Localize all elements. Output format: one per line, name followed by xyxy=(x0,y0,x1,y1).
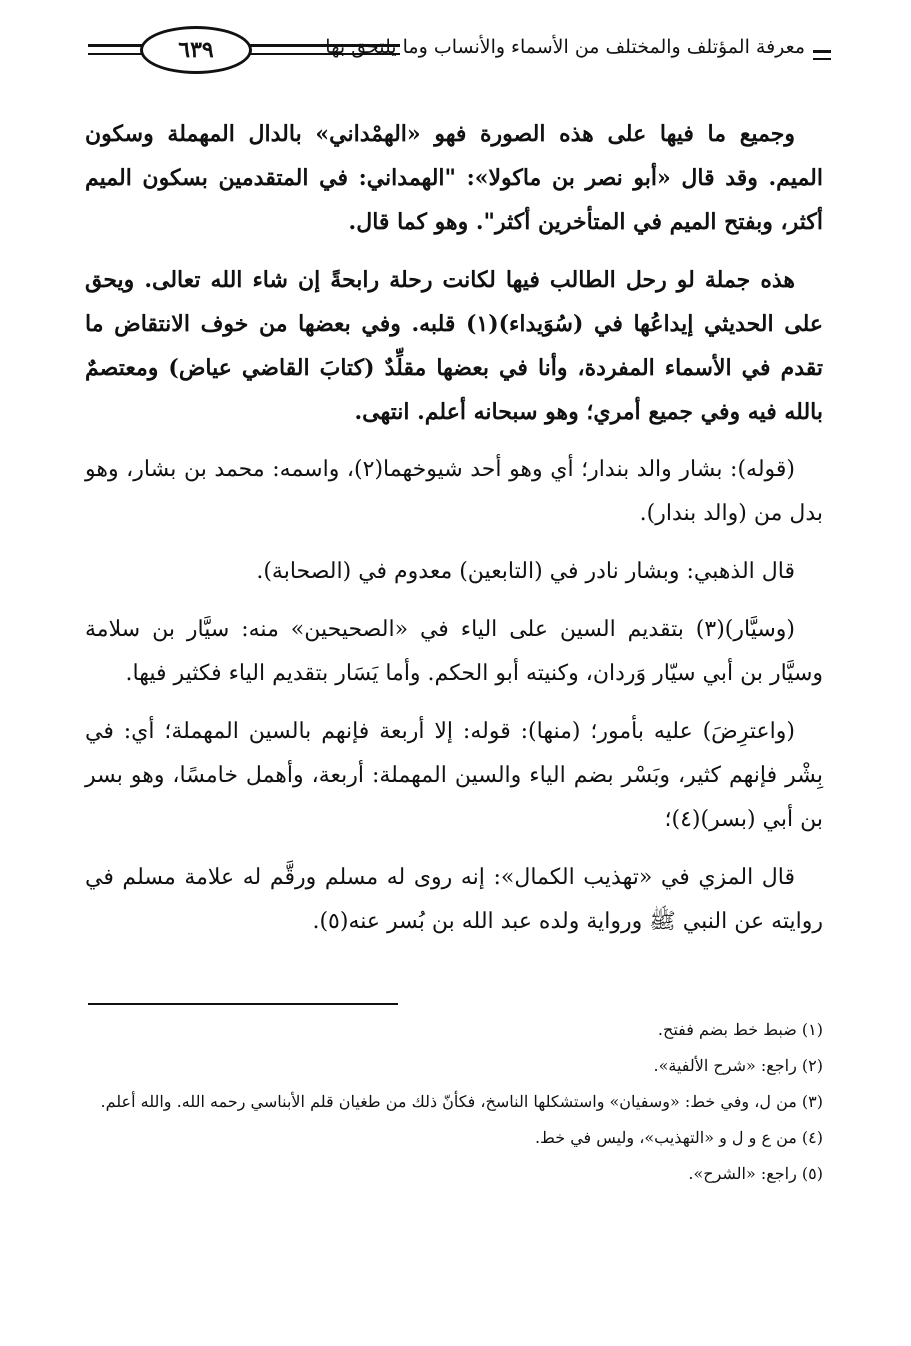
page-number: ٦٣٩ xyxy=(140,26,252,74)
footnote-separator xyxy=(88,1003,398,1005)
header-rule xyxy=(240,44,400,55)
paragraph: (قوله): بشار والد بندار؛ أي وهو أحد شيوخهما(٢)، واسمه: محمد بن بشار، وهو بدل من (والد بندار). xyxy=(85,457,823,526)
footnotes xyxy=(88,1012,823,1192)
footnote: (٤) من ع و ل و «التهذيب»، وليس في خط. xyxy=(534,1128,823,1147)
footnote: (٣) من ل، وفي خط: «وسفيان» واستشكلها الناسخ، فكأنّ ذلك من طغيان قلم الأبناسي رحمه الله. والله أعلم. xyxy=(100,1092,823,1111)
main-text xyxy=(85,112,823,958)
running-title: معرفة المؤتلف والمختلف من الأسماء والأنساب وما يلتحق بها xyxy=(325,36,805,58)
paragraph: (واعترِضَ) عليه بأمور؛ (منها): قوله: إلا أربعة فإنهم بالسين المهملة؛ أي: في بِشْر فإنهم كثير، وبَسْر بضم الياء والسين المهملة: أربعة، وأهمل خامسًا، وهو بسر بن أبي (بسر)(٤)؛ xyxy=(85,719,823,832)
paragraph: هذه جملة لو رحل الطالب فيها لكانت رحلة رابحةً إن شاء الله تعالى. ويحق على الحديثي إيداعُها في (سُوَيداء)(١) قلبه. وفي بعضها من خوف الانتقاض ما تقدم في الأسماء المفردة، وأنا في بعضها مقلِّدٌ (كتابَ القاضي عياض) ومعتصمٌ بالله فيه وفي جميع أمري؛ وهو سبحانه أعلم. انتهى. xyxy=(85,267,823,425)
footnote: (٢) راجع: «شرح الألفية». xyxy=(653,1056,823,1075)
footnote: (٥) راجع: «الشرح». xyxy=(688,1164,823,1183)
paragraph: قال الذهبي: وبشار نادر في (التابعين) معدوم في (الصحابة). xyxy=(256,559,795,584)
header-ornament xyxy=(813,50,831,60)
paragraph: وجميع ما فيها على هذه الصورة فهو «الهمْداني» بالدال المهملة وسكون الميم. وقد قال «أبو نصر بن ماكولا»: "الهمداني: في المتقدمين بسكون الميم أكثر، وبفتح الميم في المتأخرين أكثر". وهو كما قال. xyxy=(85,121,823,235)
paragraph: (وسيَّار)(٣) بتقديم السين على الياء في «الصحيحين» منه: سيَّار بن سلامة وسيَّار بن أبي سيّار وَردان، وكنيته أبو الحكم. وأما يَسَار بتقديم الياء فكثير فيها. xyxy=(85,617,823,686)
footnote: (١) ضبط خط بضم ففتح. xyxy=(657,1020,823,1039)
page-header xyxy=(80,20,831,76)
paragraph: قال المزي في «تهذيب الكمال»: إنه روى له مسلم ورقَّم له علامة مسلم في روايته عن النبي ﷺ ورواية ولده عبد الله بن بُسر عنه(٥). xyxy=(85,865,823,934)
